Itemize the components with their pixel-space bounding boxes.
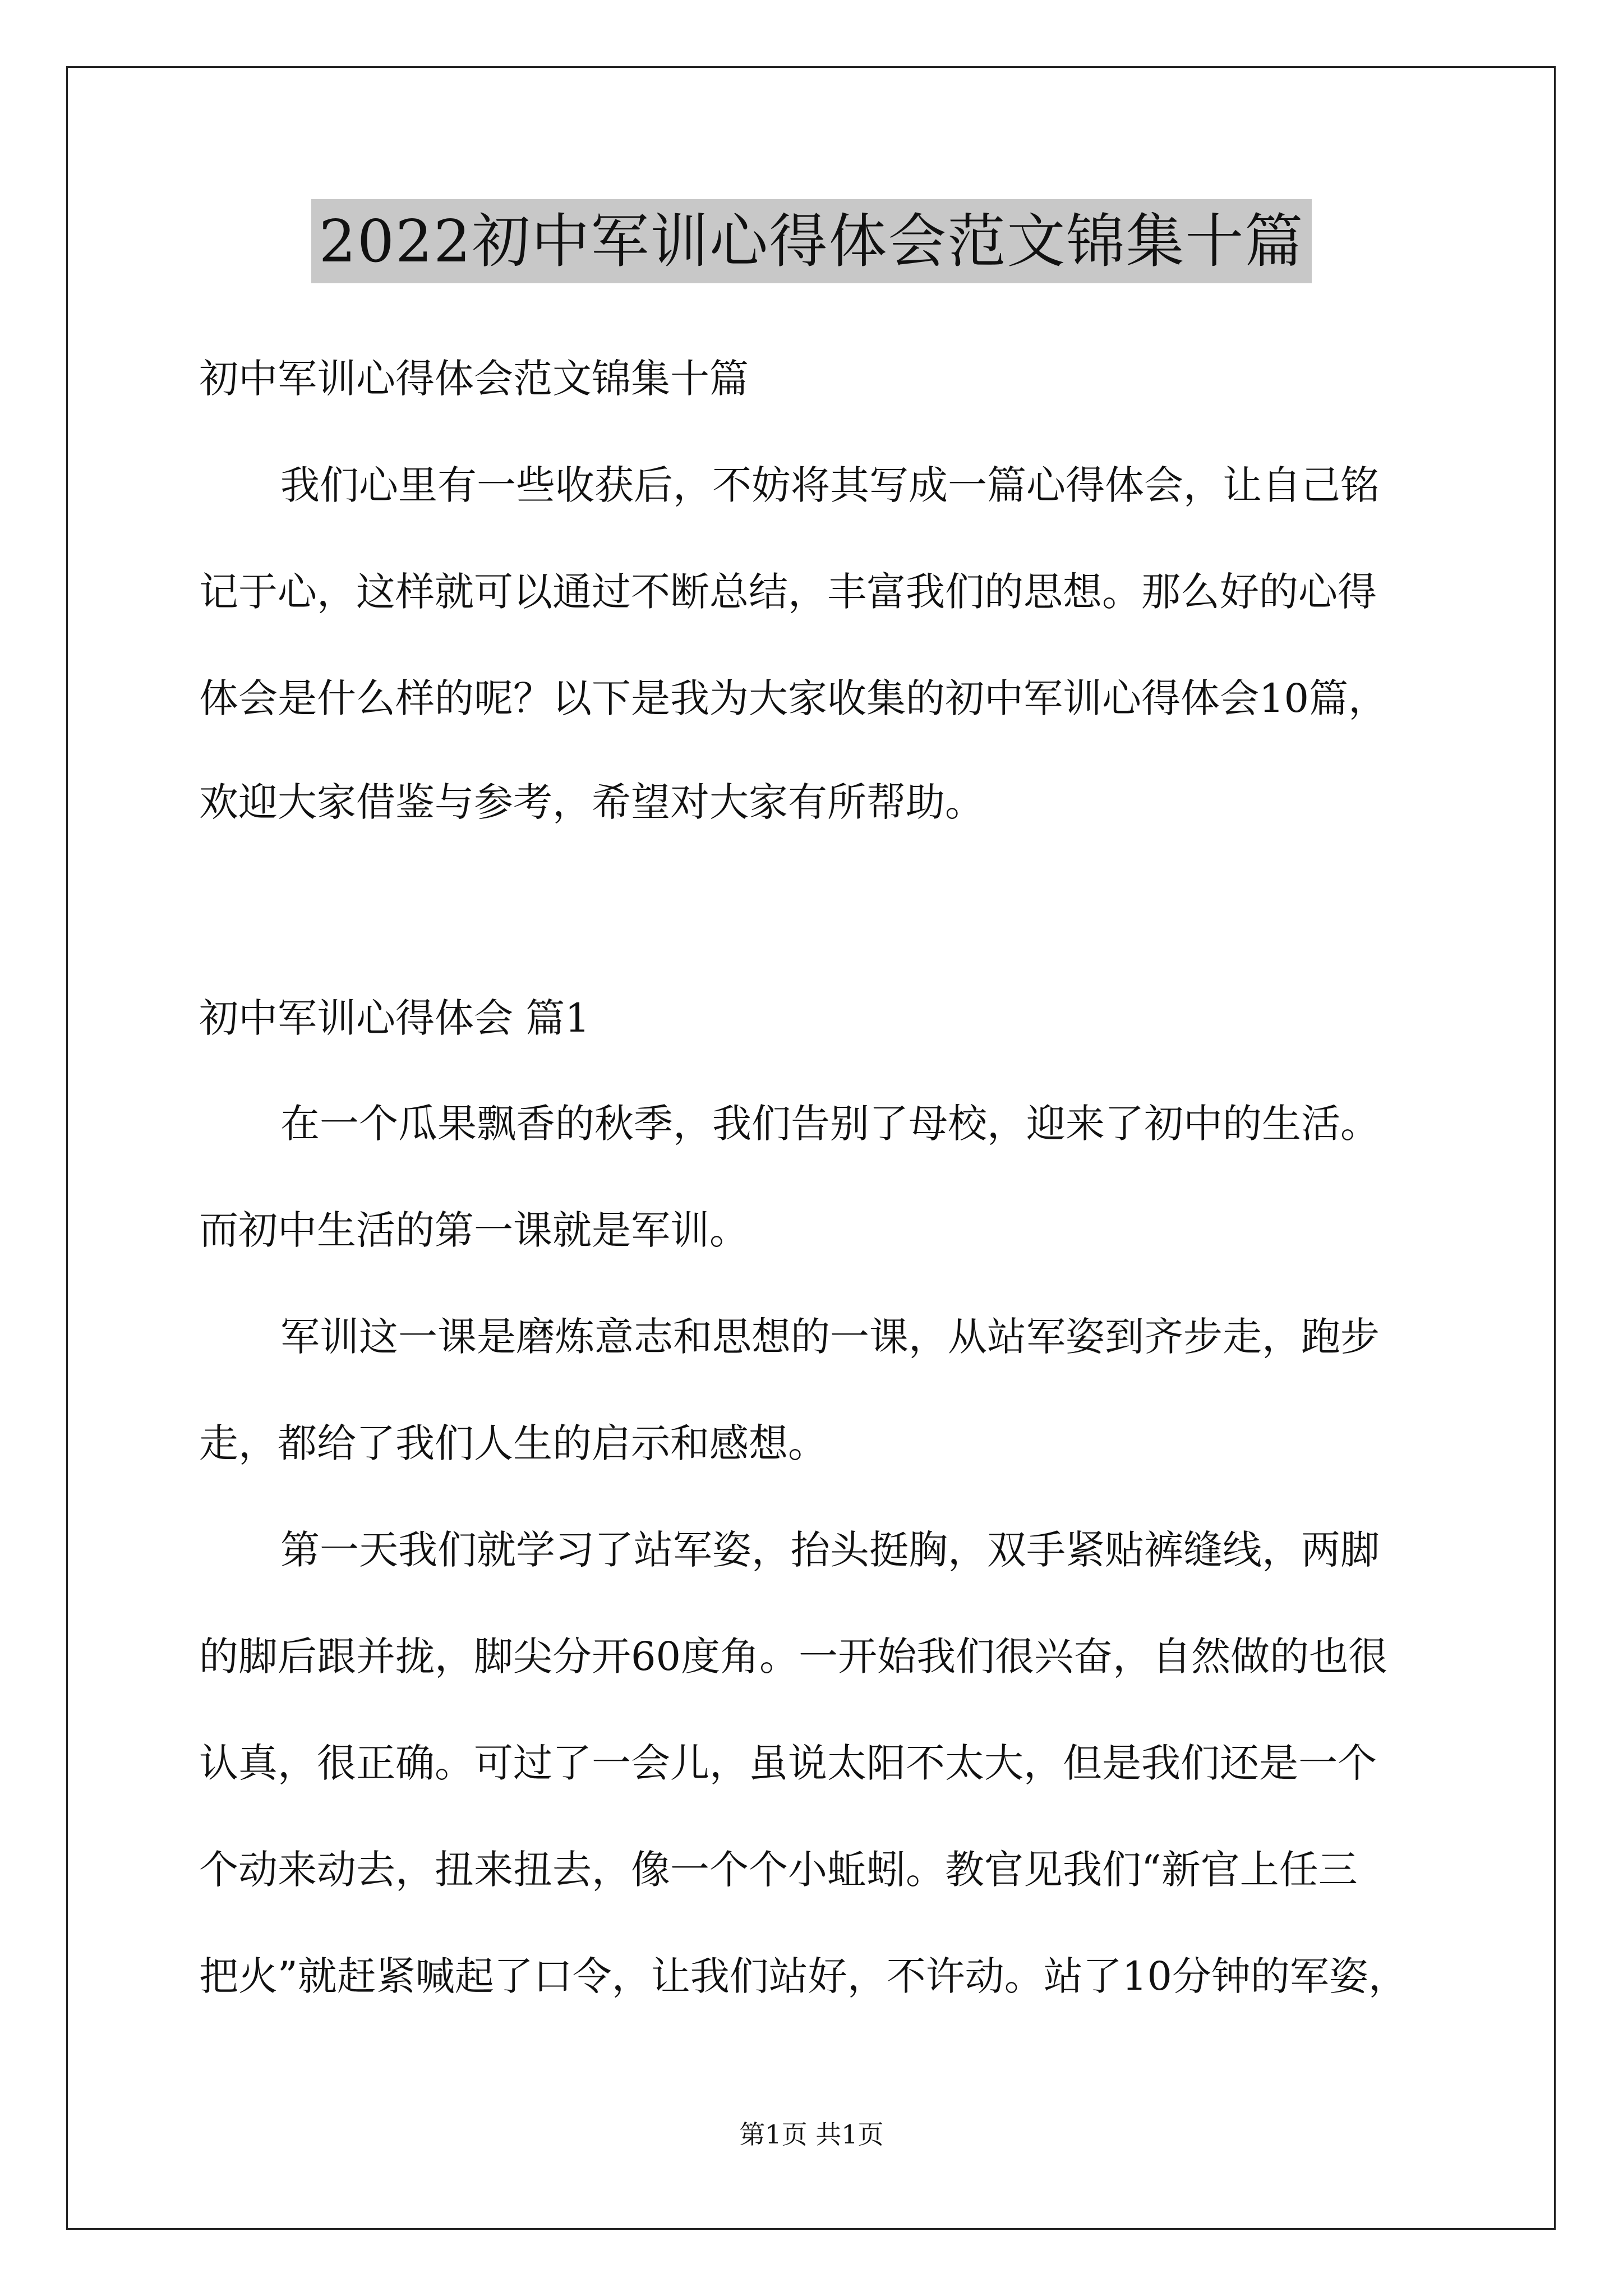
page-footer: 第1页 共1页: [739, 2119, 884, 2150]
body-line: 把火”就赶紧喊起了口令，让我们站好，不许动。站了10分钟的军姿，: [199, 1953, 1408, 1999]
body-line: 个动来动去，扭来扭去，像一个个小蚯蚓。教官见我们“新官上任三: [199, 1847, 1358, 1893]
section-heading: 初中军训心得体会 篇1: [199, 995, 590, 1041]
intro-line: 欢迎大家借鉴与参考，希望对大家有所帮助。: [199, 779, 984, 825]
body-line: 走，都给了我们人生的启示和感想。: [199, 1420, 827, 1466]
intro-line: 体会是什么样的呢？以下是我为大家收集的初中军训心得体会10篇，: [199, 675, 1388, 721]
subtitle: 初中军训心得体会范文锦集十篇: [199, 356, 749, 402]
body-line: 认真，很正确。可过了一会儿，虽说太阳不太大，但是我们还是一个: [199, 1740, 1377, 1786]
title-container: [0, 199, 1623, 283]
body-line: 军训这一课是磨炼意志和思想的一课，从站军姿到齐步走，跑步: [280, 1314, 1380, 1360]
body-line: 第一天我们就学习了站军姿，抬头挺胸，双手紧贴裤缝线，两脚: [280, 1527, 1380, 1573]
intro-line: 我们心里有一些收获后，不妨将其写成一篇心得体会，让自己铭: [280, 462, 1380, 508]
body-line: 而初中生活的第一课就是军训。: [199, 1207, 749, 1253]
intro-line: 记于心，这样就可以通过不断总结，丰富我们的思想。那么好的心得: [199, 569, 1377, 615]
body-line: 的脚后跟并拢，脚尖分开60度角。一开始我们很兴奋，自然做的也很: [199, 1634, 1388, 1680]
body-line: 在一个瓜果飘香的秋季，我们告别了母校，迎来了初中的生活。: [280, 1101, 1380, 1147]
document-title: 2022初中军训心得体会范文锦集十篇: [311, 199, 1312, 283]
